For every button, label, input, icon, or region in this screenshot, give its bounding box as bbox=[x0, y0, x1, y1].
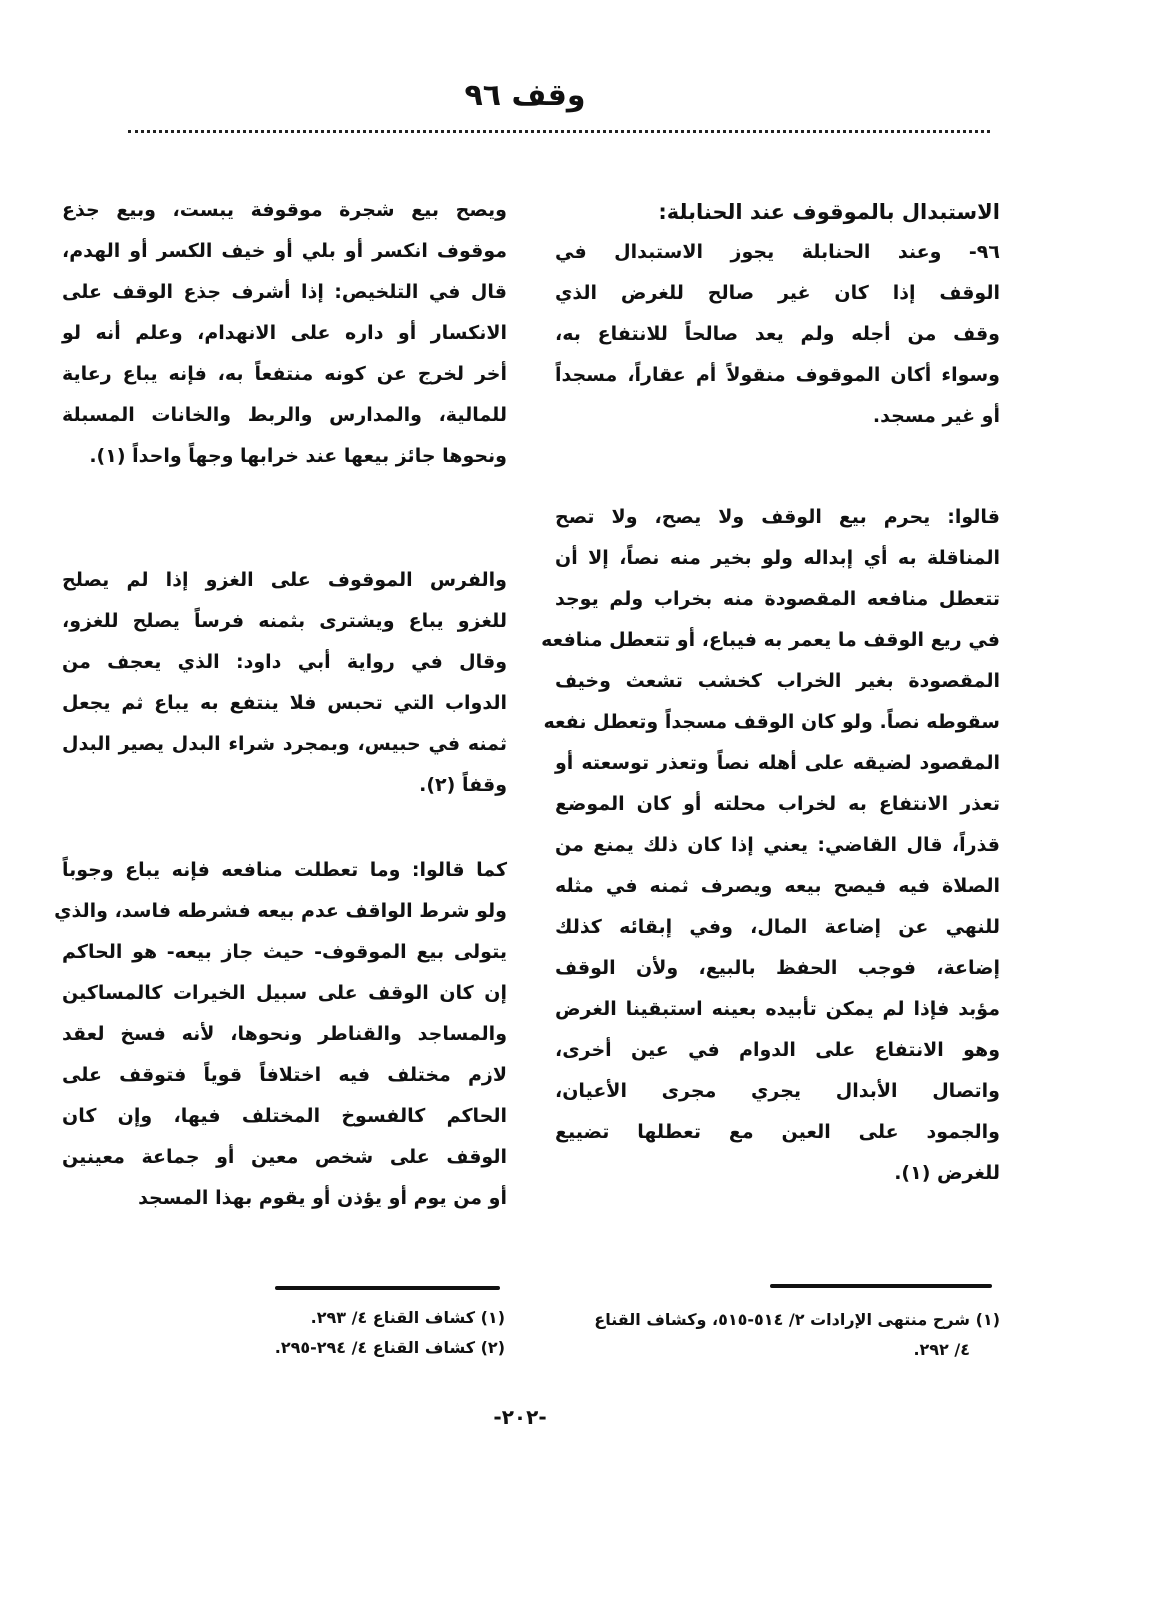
text-line: ويصح بيع شجرة موقوفة يبست، وبيع جذع bbox=[62, 199, 507, 221]
text-line: المقصودة بغير الخراب كخشب تشعث وخيف bbox=[555, 670, 1000, 692]
text-line: الصلاة فيه فيصح بيعه ويصرف ثمنه في مثله bbox=[555, 875, 1000, 897]
text-line: والجمود على العين مع تعطلها تضييع bbox=[555, 1121, 1000, 1143]
running-header: وقف ٩٦ bbox=[464, 78, 586, 113]
paragraph bbox=[555, 232, 1000, 437]
paragraph bbox=[62, 190, 507, 477]
text-line: موقوف انكسر أو بلي أو خيف الكسر أو الهدم، bbox=[62, 240, 507, 262]
text-line: الوقف إذا كان غير صالح للغرض الذي bbox=[555, 282, 1000, 304]
text-line: أخر لخرج عن كونه منتفعاً به، فإنه يباع رعاية bbox=[62, 363, 507, 385]
footnote-rule-left bbox=[275, 1286, 500, 1290]
footnote-continuation: ٤/ ٢٩٢. bbox=[913, 1340, 970, 1359]
paragraph bbox=[62, 560, 507, 806]
text-line: إن كان الوقف على سبيل الخيرات كالمساكين bbox=[62, 982, 507, 1004]
header-dotted-divider bbox=[128, 130, 990, 133]
text-line: للغرض (١). bbox=[894, 1162, 1000, 1184]
text-line: للنهي عن إضاعة المال، وفي إبقائه كذلك bbox=[555, 916, 1000, 938]
text-line: والفرس الموقوف على الغزو إذا لم يصلح bbox=[62, 569, 507, 591]
text-line: وقف من أجله ولم يعد صالحاً للانتفاع به، bbox=[555, 323, 1000, 345]
paragraph bbox=[54, 850, 507, 1219]
text-line: أو من يوم أو يؤذن أو يقوم بهذا المسجد bbox=[138, 1187, 507, 1209]
text-line: يتولى بيع الموقوف- حيث جاز بيعه- هو الحاكم bbox=[62, 941, 507, 963]
text-line: الانكسار أو داره على الانهدام، وعلم أنه لو bbox=[62, 322, 507, 344]
text-line: تعذر الانتفاع به لخراب محلته أو كان الموضع bbox=[555, 793, 1000, 815]
page-number: -٢٠٢- bbox=[493, 1405, 547, 1429]
text-line: مؤبد فإذا لم يمكن تأبيده بعينه استبقينا الغرض bbox=[555, 998, 1000, 1020]
text-line: إضاعة، فوجب الحفظ بالبيع، ولأن الوقف bbox=[555, 957, 1000, 979]
text-line: ولو شرط الواقف عدم بيعه فشرطه فاسد، والذي bbox=[54, 900, 507, 922]
text-line: لازم مختلف فيه اختلافاً قوياً فتوقف على bbox=[62, 1064, 507, 1086]
text-line: والمساجد والقناطر ونحوها، لأنه فسخ لعقد bbox=[62, 1023, 507, 1045]
text-line: وقفاً (٢). bbox=[419, 774, 507, 796]
text-line: كما قالوا: وما تعطلت منافعه فإنه يباع وجوباً bbox=[62, 859, 507, 881]
text-line: للغزو يباع ويشترى بثمنه فرساً يصلح للغزو، bbox=[62, 610, 507, 632]
text-line: في ريع الوقف ما يعمر به فيباع، أو تتعطل منافعه bbox=[541, 629, 1000, 651]
text-line: وسواء أكان الموقوف منقولاً أم عقاراً، مسجداً bbox=[555, 364, 1000, 386]
text-line: واتصال الأبدال يجري مجرى الأعيان، bbox=[555, 1080, 1000, 1102]
text-line: أو غير مسجد. bbox=[872, 405, 1000, 427]
text-line: ٩٦- وعند الحنابلة يجوز الاستبدال في bbox=[555, 241, 1000, 263]
footnote: (٢) كشاف القناع ٤/ ٢٩٤-٢٩٥. bbox=[274, 1338, 505, 1357]
text-line: الدواب التي تحبس فلا ينتفع به يباع ثم يجعل bbox=[62, 692, 507, 714]
footnote: (١) كشاف القناع ٤/ ٢٩٣. bbox=[310, 1308, 505, 1327]
footnotes-right bbox=[560, 1305, 1000, 1365]
text-line: المقصود لضيقه على أهله نصاً وتعذر توسعته أو bbox=[555, 752, 1000, 774]
section-heading: الاستبدال بالموقوف عند الحنابلة: bbox=[658, 200, 1000, 224]
paragraph bbox=[541, 497, 1000, 1194]
text-line: المناقلة به أي إبداله ولو بخير منه نصاً، إلا أن bbox=[555, 547, 1000, 569]
text-line: ونحوها جائز بيعها عند خرابها وجهاً واحداً (١). bbox=[89, 445, 507, 467]
text-line: الوقف على شخص معين أو جماعة معينين bbox=[62, 1146, 507, 1168]
footnote-rule-right bbox=[770, 1284, 992, 1288]
footnotes-left bbox=[240, 1303, 505, 1363]
text-line: وقال في رواية أبي داود: الذي يعجف من bbox=[62, 651, 507, 673]
text-line: وهو الانتفاع على الدوام في عين أخرى، bbox=[555, 1039, 1000, 1061]
text-line: الحاكم كالفسوخ المختلف فيها، وإن كان bbox=[62, 1105, 507, 1127]
text-line: تتعطل منافعه المقصودة منه بخراب ولم يوجد bbox=[555, 588, 1000, 610]
footnote: (١) شرح منتهى الإرادات ٢/ ٥١٤-٥١٥، وكشاف القناع bbox=[594, 1310, 1000, 1329]
text-line: ثمنه في حبيس، وبمجرد شراء البدل يصير البدل bbox=[62, 733, 507, 755]
text-line: سقوطه نصاً. ولو كان الوقف مسجداً وتعطل نفعه bbox=[543, 711, 1000, 733]
text-line: قالوا: يحرم بيع الوقف ولا يصح، ولا تصح bbox=[555, 506, 1000, 528]
text-line: للمالية، والمدارس والربط والخانات المسبلة bbox=[62, 404, 507, 426]
text-line: قذراً، قال القاضي: يعني إذا كان ذلك يمنع من bbox=[555, 834, 1000, 856]
text-line: قال في التلخيص: إذا أشرف جذع الوقف على bbox=[62, 281, 507, 303]
